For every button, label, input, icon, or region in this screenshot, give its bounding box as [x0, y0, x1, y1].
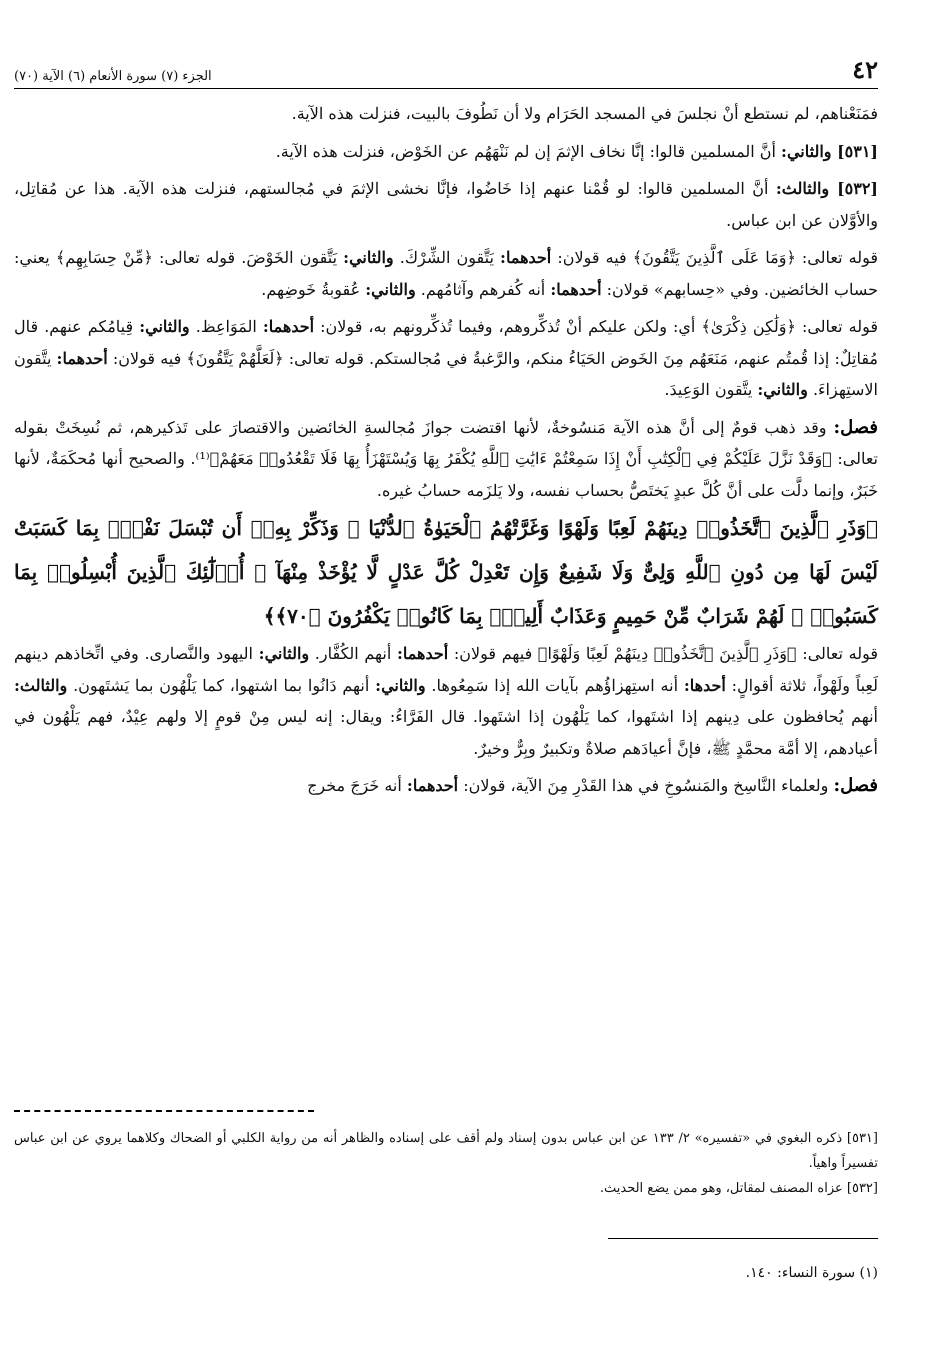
note: [٥٣١] ذكره البغوي في «تفسيره» ٢/ ١٣٣ عن ابن عباس بدون إسناد ولم أقف على إسناده والظاهر أنه من رواية الكلبي أو الضحاك وكلاهما يروي عن ابن عباس تفسيراً واهياً.	[14, 1131, 878, 1171]
main-text	[14, 98, 878, 802]
footnote: (١) سورة النساء: ١٤٠.	[745, 1265, 878, 1281]
narration-label: [٥٣١] والثاني:	[781, 141, 878, 161]
hadith-notes	[14, 1126, 878, 1201]
narration-label: [٥٣٢] والثالث:	[775, 179, 878, 198]
paragraph: قوله تعالى: ﴿وَمَا عَلَى ٱلَّذِينَ يَتَّقُونَ﴾ فيه قولان: أحدهما: يَتَّقون الشِّرْكَ. والثاني: يَتَّقون الخَوْضَ. قوله تعالى: ﴿مِّنْ حِسَابِهِم﴾ يعني: حساب الخائضين. وفي «حِسابهم» قولان: أحدهما: أنه كُفرهم وآثامُهم. والثاني: عُقوبةُ خَوضِهم.	[14, 248, 879, 299]
page-number: ٤٢	[852, 55, 878, 84]
paragraph: فمَنَعْناهم، لم نستطع أنْ نجلسَ في المسجد الحَرَام ولا أن نَطُوفَ بالبيت، فنزلت هذه الآية.	[291, 104, 878, 123]
notes-divider	[14, 1110, 314, 1112]
footnote-rule	[608, 1238, 878, 1239]
paragraph: قوله تعالى: ﴿وَذَرِ ٱلَّذِينَ ٱتَّخَذُوا۟ دِينَهُمْ لَعِبًا وَلَهْوًا﴾ فيهم قولان: أحدهما: أنهم الكُفَّار. والثاني: اليهود والنَّصارى. وفي اتِّخاذهم دينهم لَعِباً ولَهْواً، ثلاثة أقوالٍ: أحدها: أنه استِهزاؤُهم بآيات الله إذا سَمِعُوها. والثاني: أنهم دَانُوا بما اشتهوا، كما يَلْهُون بما يَشتَهون. والثالث: أنهم يُحافظون على دِينهم إذا اشتَهوا، كما يَلْهُون إذا اشتَهوا. قال الفَرَّاءُ: ويقال: إنه ليس مِنْ قومٍ إلا ولهم عِيْدٌ، فهم يَلْهُون في أعيادهم، إلا أمَّة محمَّدٍ ﷺ، فإنَّ أعيادَهم صلاةٌ وتكبيرٌ وبِرٌّ وخيرٌ.	[14, 644, 879, 758]
note: [٥٣٢] عزاه المصنف لمقاتل، وهو ممن يضع الحديث.	[599, 1181, 878, 1196]
quran-verse: ﴿وَذَرِ ٱلَّذِينَ ٱتَّخَذُوا۟ دِينَهُمْ لَعِبًا وَلَهْوًا وَغَرَّتْهُمُ ٱلْحَيَوٰةُ ٱلدُّنْيَا ۚ وَذَكِّرْ بِهِۦٓ أَن تُبْسَلَ نَفْسٌۢ بِمَا كَسَبَتْ لَيْسَ لَهَا مِن دُونِ ٱللَّهِ وَلِىٌّ وَلَا شَفِيعٌ وَإِن تَعْدِلْ كُلَّ عَدْلٍ لَّا يُؤْخَذْ مِنْهَآ ۗ أُو۟لَٰٓئِكَ ٱلَّذِينَ أُبْسِلُوا۟ بِمَا كَسَبُوا۟ ۖ لَهُمْ شَرَابٌ مِّنْ حَمِيمٍ وَعَذَابٌ أَلِيمٌۢ بِمَا كَانُوا۟ يَكْفُرُونَ ﴿٧٠﴾﴾	[14, 516, 879, 628]
paragraph: [٥٣١] والثاني: أنَّ المسلمين قالوا: إنَّا نخاف الإثمَ إن لم نَنْهَهُم عن الخَوْض، فنزلت هذه الآية.	[275, 141, 878, 161]
section-label: فصل:	[833, 416, 878, 438]
page-header	[14, 50, 878, 89]
paragraph: قوله تعالى: ﴿وَلَٰكِن ذِكْرَىٰ﴾ أي: ولكن عليكم أنْ تُذكِّروهم، وفيما تُذكِّرونهم به، قولان: أحدهما: المَوَاعِظ. والثاني: قِيامُكم عنهم. قال مُقاتِلٌ: إذا قُمتُم عنهم، مَنَعَهُم مِنَ الخَوض الحَيَاءُ منكم، والرَّغبةُ في مُجالستكم. قوله تعالى: ﴿لَعَلَّهُمْ يَتَّقُونَ﴾ فيه قولان: أحدهما: يتَّقون الاستِهزاءَ. والثاني: يتَّقون الوَعِيدَ.	[14, 317, 879, 399]
paragraph: فصل: وقد ذهب قومٌ إلى أنَّ هذه الآية مَنسُوخةٌ، لأنها اقتضت جوازَ مُجالسةِ الخائضين والاقتصارَ على تَذكيرهم، ثم نُسِخَتْ بقوله تعالى: ﴿وَقَدْ نَزَّلَ عَلَيْكُمْ فِي ٱلْكِتَٰبِ أَنْ إِذَا سَمِعْتُمْ ءَايَٰتِ ٱللَّهِ يُكْفَرُ بِهَا وَيُسْتَهْزَأُ بِهَا فَلَا تَقْعُدُوا۟ مَعَهُمْ﴾⁽¹⁾. والصحيح أنها مُحكَمَةٌ، لأنها خَبَرٌ، وإنما دلَّت على أنَّ كُلَّ عبدٍ يَختَصُّ بحساب نفسه، ولا يَلزَمه حسابُ غيره.	[14, 416, 879, 500]
section-label: فصل:	[833, 775, 878, 796]
running-title: الجزء (٧) سورة الأنعام (٦) الآية (٧٠)	[14, 69, 212, 84]
paragraph: [٥٣٢] والثالث: أنَّ المسلمين قالوا: لو قُمْنا عنهم إذا خَاضُوا، فإنَّا نخشى الإثمَ في مُجالستهم، فنزلت هذه الآية. هذا عن مُقاتِل، والأوَّلان عن ابن عباس.	[14, 179, 878, 230]
paragraph: فصل: ولعلماء النَّاسِخ والمَنسُوخِ في هذا القَدْرِ مِنَ الآية، قولان: أحدهما: أنه خَرَجَ مخرج	[307, 775, 878, 796]
